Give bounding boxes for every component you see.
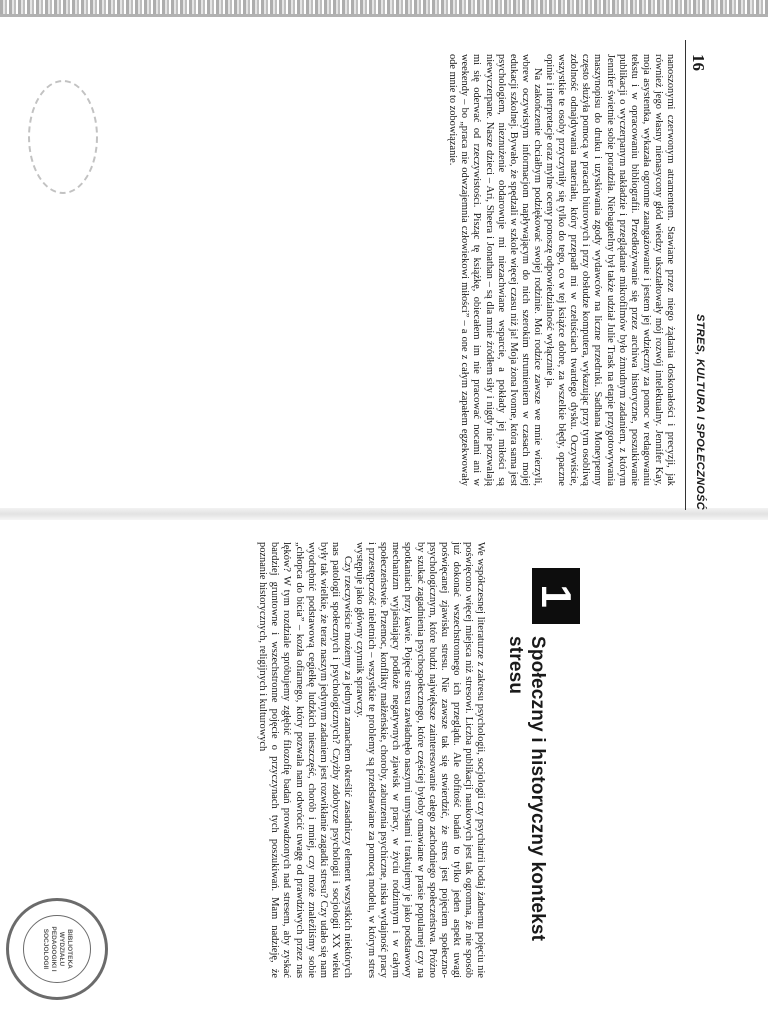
left-page <box>0 40 768 510</box>
library-stamp-text: BIBLIOTEKA WYDZIAŁU PEDAGOGIKI I SOCJOLOGII <box>23 915 91 983</box>
chapter-number-box: 1 <box>532 568 580 624</box>
paragraph: Czy rzeczywiście możemy za jednym zamachem określić zasadniczy element wszystkich niektórych nas patologii społecznych i psychologicznych? Czyżby zdobycze psychologii i socjologii XX wieku były tak wielkie, że teraz naszym jedynym zadaniem jest rozwikłanie zagadki stresu? Czy udało się nam wyodrębnić podstawową cegiełkę ludzkich nieszczęść, chorób i mniej, czy może znaleźliśmy sobie „chłopca do bicia” – kozła ofiarnego, który pozwala nam odwrócić uwagę od prawdziwych przez nas lęków? W tym rozdziale spróbujemy zgłębić filozofię badań prowadzonych nad stresem, aby zyskać bardziej gruntowne i wszechstronne pojęcie o przyczynach tych poszukiwań. Mam nadzieję, że poznanie historycznych, religijnych i kulturowych <box>257 542 353 978</box>
library-stamp <box>6 898 108 1000</box>
faint-stamp-mark <box>28 80 98 194</box>
right-page-body <box>256 542 486 978</box>
left-page-body <box>446 54 676 486</box>
header-rule <box>685 40 686 510</box>
right-page <box>0 528 768 998</box>
paragraph: Na zakończenie chciałbym podziękować swojej rodzinie. Moi rodzice zawsze we mnie wierzyli, wbrew oczywistym informacjom napływającym do nich szerokim strumieniem w czasach mojej edukacji szkolnej. Bywało, że spędzali w szkole więcej czasu niż ja! Moja żona Ivonne, która sama jest psychologiem, nieznużenie obdarowuje mi niezachwiane wsparcie, a pokłady jej miłości są niewyczerpane. Nasze dzieci – Ari, Sheera i Jonathan – są dla mnie źródłem siły i nigdy nie pozwalają mi się oderwać od rzeczywistości. Pisząc tę książkę, obiecałem im nie pracować nocami ani w weekendy – bo „praca nie odwzajemnia człowiekowi miłości” – a one z całym zapałem egzekwowały ode mnie to zobowiązanie. <box>447 54 543 486</box>
paragraph: We współczesnej literaturze z zakresu psychologii, socjologii czy psychiatrii bodaj żadnemu pojęciu nie poświęcono więcej miejsca niż stresowi. Liczba publikacji naukowych jest tak ogromna, że nie sposób już dokonać wszechstronnego ich przeglądu. Ale obfitość badań to tylko jeden aspekt uwagi poświęcanej zjawisku stresu. Nie zawsze tak się stwierdzić, że stres jest pojęciem społeczno-psychologicznym, które budzi największe zainteresowanie całego zachodniego społeczeństwa. Próżno by szukać zagadnienia psychospołecznego, które częściej byłoby omawiane w prasie popularnej czy na spotkaniach przy kawie. Pojęcie stresu zawładnęło naszymi umysłami i traktujemy je jako podstawowy mechanizm wyjaśniający podłoże negatywnych zjawisk w pracy, w życiu rodzinnym i w całym społeczeństwie. Przemoc, konflikty małżeńskie, choroby, zaburzenia psychiczne, niska wydajność pracy i przestępczość nieletnich – wszystkie te problemy są przedstawiane za pomocą modelu, w którym stres występuje jako główny czynnik sprawczy. <box>354 542 486 978</box>
chapter-title: Społeczny i historyczny kontekst stresu <box>505 636 548 942</box>
running-head: STRES, KULTURA I SPOŁECZNOŚĆ <box>694 313 706 510</box>
paragraph: nanoszonymi czerwonym atramentem. Stawiane przez niego żądania doskonałości i precyzji, jak również jego własny nienasycony głód wiedzy ukształtowały mój rozwój intelektualny. Jennifer Kay, moja asystentka, wykazała ogromne zaangażowanie i jestem jej wdzięczny za pomoc w redagowaniu tekstu i w opracowaniu bibliografii. Przedłożywanie się przez archiwa historyczne, poszukiwanie publikacji o wyczerpanym nakładzie i przeglądanie mikrofilmów było żmudnym zadaniem, z którym Jennifer świetnie sobie poradziła. Niebagatelny był także udział Julie Trask na etapie przygotowywania maszynopisu do druku i uzyskiwania zgody wydawców na liczne przedruki. Sadhana Moneypenny często służyła pomocą w pracach biurowych i przy obsłudze komputera, wykazując przy tym osobliwą zdolność odnajdywania materiału, który przepadł mi w czeluściach twardego dysku. Oczywiście, wszystkie te osoby przyczyniły się tylko do tego, co w tej książce dobre, za wszelkie błędy, opaczne opinie i interpretacje oraz mylne oceny ponoszę odpowiedzialność wyłącznie ja. <box>544 54 676 486</box>
page-number: 16 <box>689 54 708 71</box>
